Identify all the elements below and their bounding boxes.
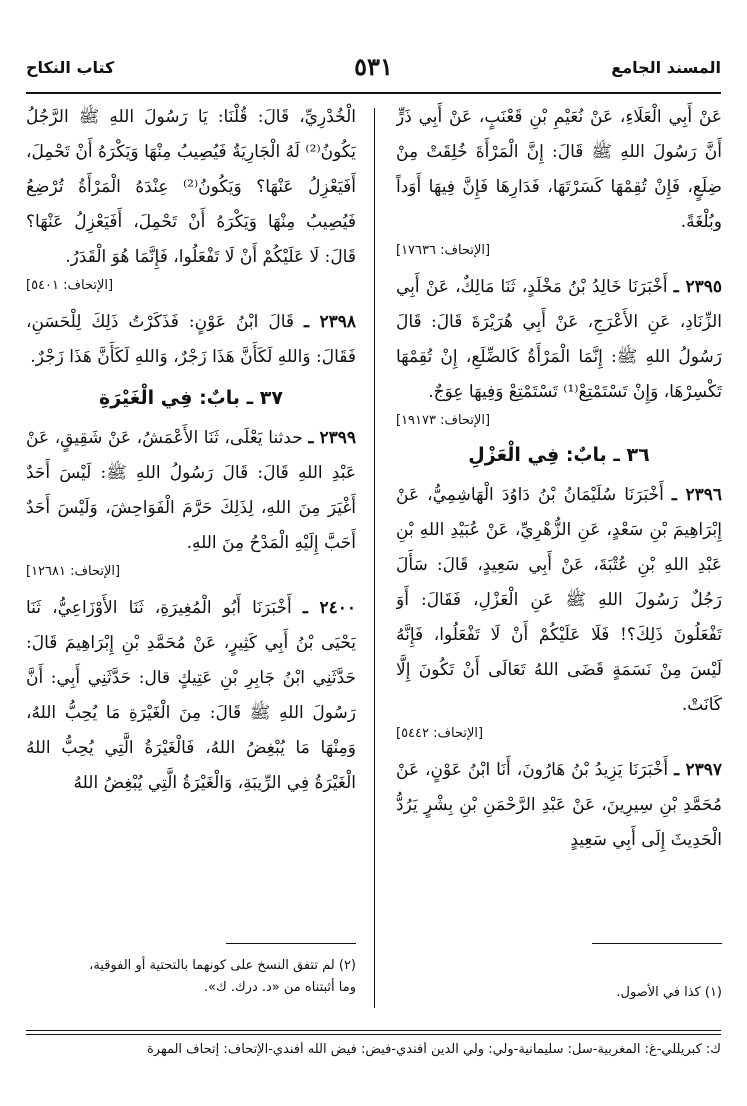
hadith-number: ٢٣٩٨ ـ	[303, 312, 356, 332]
hadith-text: الْخُدْرِيِّ، قَالَ: قُلْنَا: يَا رَسُولَ اللهِ ﷺ الرَّجُلُ يَكُونُ⁽²⁾ لَهُ الْجَارِيَةُ فَيُصِيبُ مِنْهَا وَيَكْرَهُ أَنْ تَحْمِلَ، أَفَيَعْزِلُ عَنْهَا؟ وَيَكُونُ⁽²⁾ عِنْدَهُ الْمَرْأَةُ تُرْضِعُ فَيُصِيبُ مِنْهَا وَيَكْرَهُ أَنْ تَحْمِلَ، أَفَيَعْزِلُ عَنْهَا؟ قَالَ: لَا عَلَيْكُمْ أَنْ لَا تَفْعَلُوا، فَإِنَّمَا هُوَ الْقَدَرُ.	[26, 107, 356, 267]
footnote-line: (٢) لم تتفق النسخ على كونهما بالتحتية أو الفوقية،	[89, 958, 356, 973]
footnote-line: وما أثبتناه من «د. درك. ك».	[203, 980, 356, 995]
hadith-text: عَنْ أَبِي الْعَلَاءِ، عَنْ نُعَيْمِ بْنِ قَعْنَبٍ، عَنْ أَبِي ذَرٍّ أَنَّ رَسُولَ اللهِ ﷺ قَالَ: إِنَّ الْمَرْأَةَ خُلِقَتْ مِنْ ضِلَعٍ، فَإِنْ تُقِمْهَا كَسَرْتَهَا، فَدَارِهَا فَإِنَّ فِيهَا أَوَداً وبُلْغَةً.	[396, 107, 722, 232]
footnote-rule-left	[226, 943, 356, 944]
hadith-number: ٢٣٩٥ ـ	[673, 277, 722, 297]
hadith-text: أَخْبَرَنَا خَالِدُ بْنُ مَخْلَدٍ، ثَنَا مَالِكٌ، عَنْ أَبِي الزِّنَادِ، عَنِ الأَعْرَجِ، عَنْ أَبِي هُرَيْرَةَ قَالَ: قَالَ رَسُولُ اللهِ ﷺ: إِنَّمَا الْمَرْأَةُ كَالضِّلَعِ، إِنْ تُقِمْهَا تَكْسِرْهَا، وَإِنْ تَسْتَمْتِعْ⁽¹⁾ تَسْتَمْتِعْ وَفِيهَا عِوَجٌ.	[396, 277, 722, 402]
hadith-text: أَخْبَرَنَا يَزِيدُ بْنُ هَارُونَ، أَنَا ابْنُ عَوْنٍ، عَنْ مُحَمَّدِ بْنِ سِيرِينَ، عَنْ عَبْدِ الرَّحْمَنِ بْنِ بِشْرٍ يَرُدُّ الْحَدِيثَ إِلَى أَبِي سَعِيدٍ	[396, 760, 722, 850]
footnote-right: (١) كذا في الأصول.	[616, 985, 722, 1000]
hadith-2396	[396, 478, 722, 723]
page-number: ٥٣١	[354, 52, 393, 81]
hadith-text: أَخْبَرَنَا سُلَيْمَانُ بْنُ دَاوُدَ الْهَاشِمِيُّ، عَنْ إِبْرَاهِيمَ بْنِ سَعْدٍ، عَنِ الزُّهْرِيِّ، عَنْ عُبَيْدِ اللهِ بْنِ عَبْدِ اللهِ بْنِ عُتْبَةَ، عَنْ أَبِي سَعِيدٍ، قَالَ: سَأَلَ رَجُلٌ رَسُولَ اللهِ ﷺ عَنِ الْعَزْلِ، فَقَالَ: أَوَ تَفْعَلُونَ ذَلِكَ؟! فَلَا عَلَيْكُمْ أَنْ لَا تَفْعَلُوا، فَإِنَّهُ لَيْسَ مِنْ نَسَمَةٍ قَضَى اللهُ تَعَالَى أَنْ تَكُونَ إِلَّا كَانَتْ.	[396, 485, 722, 715]
footnote-rule-right	[592, 943, 722, 944]
book-title: المسند الجامع	[611, 58, 721, 77]
sources-legend: ك: كبريللي-غ: المغربية-سل: سليمانية-ولي: ولي الدين أفندي-فيض: فيض الله أفندي-الإتحاف: إتحاف المهرة	[146, 1042, 721, 1057]
hadith-2399	[26, 421, 356, 561]
reference: [الإتحاف: ١٢٦٨١]	[26, 564, 121, 579]
reference: [الإتحاف: ٥٤٠١]	[26, 278, 114, 293]
chapter-title: كتاب النكاح	[26, 58, 115, 77]
hadith-2397	[396, 753, 722, 858]
hadith-number: ٢٣٩٩ ـ	[308, 428, 356, 448]
bottom-rule	[26, 1030, 721, 1035]
hadith-number: ٢٣٩٦ ـ	[671, 485, 722, 505]
hadith-text: حدثنا يَعْلَى، ثَنَا الأَعْمَشُ، عَنْ شَقِيقٍ، عَنْ عَبْدِ اللهِ قَالَ: قَالَ رَسُولُ اللهِ ﷺ: لَيْسَ أَحَدٌ أَغْيَرَ مِنَ اللهِ، لِذَلِكَ حَرَّمَ الْفَوَاحِشَ، وَلَيْسَ أَحَدٌ أَحَبَّ إِلَيْهِ الْمَدْحُ مِنَ اللهِ.	[26, 428, 356, 553]
chapter-heading: ٣٧ ـ بابٌ: فِي الْغَيْرَةِ	[99, 387, 283, 409]
hadith-2395	[396, 270, 722, 410]
page-header	[26, 52, 721, 94]
chapter-heading: ٣٦ ـ بابٌ: فِي الْعَزْلِ	[468, 444, 650, 466]
footnote-left	[26, 955, 356, 999]
hadith-2398	[26, 305, 356, 375]
hadith-number: ٢٣٩٧ ـ	[674, 760, 722, 780]
left-column	[26, 100, 356, 980]
hadith-text: أَخْبَرَنَا أَبُو الْمُغِيرَةِ، ثَنَا الأَوْزَاعِيُّ، ثَنَا يَحْيَى بْنُ أَبِي كَثِيرٍ، عَنْ مُحَمَّدِ بْنِ إِبْرَاهِيمَ قَالَ: حَدَّثَنِي ابْنُ جَابِرِ بْنِ عَتِيكٍ قال: حَدَّثَنِي أَبِي: أَنَّ رَسُولَ اللهِ ﷺ قَالَ: مِنَ الْغَيْرَةِ مَا يُحِبُّ اللهُ، وَمِنْهَا مَا يُبْغِضُ اللهُ، فَالْغَيْرَةُ الَّتِي يُحِبُّ اللهُ الْغَيْرَةُ فِي الرِّيبَةِ، وَالْغَيْرَةُ الَّتِي يُبْغِضُ اللهُ	[26, 598, 356, 793]
hadith-number: ٢٤٠٠ ـ	[302, 598, 356, 618]
right-column	[396, 100, 722, 980]
reference: [الإتحاف: ٥٤٤٢]	[396, 726, 484, 741]
hadith-2400	[26, 591, 356, 801]
hadith-text: قَالَ ابْنُ عَوْنٍ: فَذَكَرْتُ ذَلِكَ لِلْحَسَنِ، فَقَالَ: وَاللهِ لَكَأَنَّ هَذَا زَجْرٌ، وَاللهِ لَكَأَنَّ هَذَا زَجْرٌ.	[26, 312, 356, 367]
reference: [الإتحاف: ١٧٦٣٦]	[396, 243, 491, 258]
reference: [الإتحاف: ١٩١٧٣]	[396, 413, 491, 428]
column-divider	[374, 108, 375, 1008]
